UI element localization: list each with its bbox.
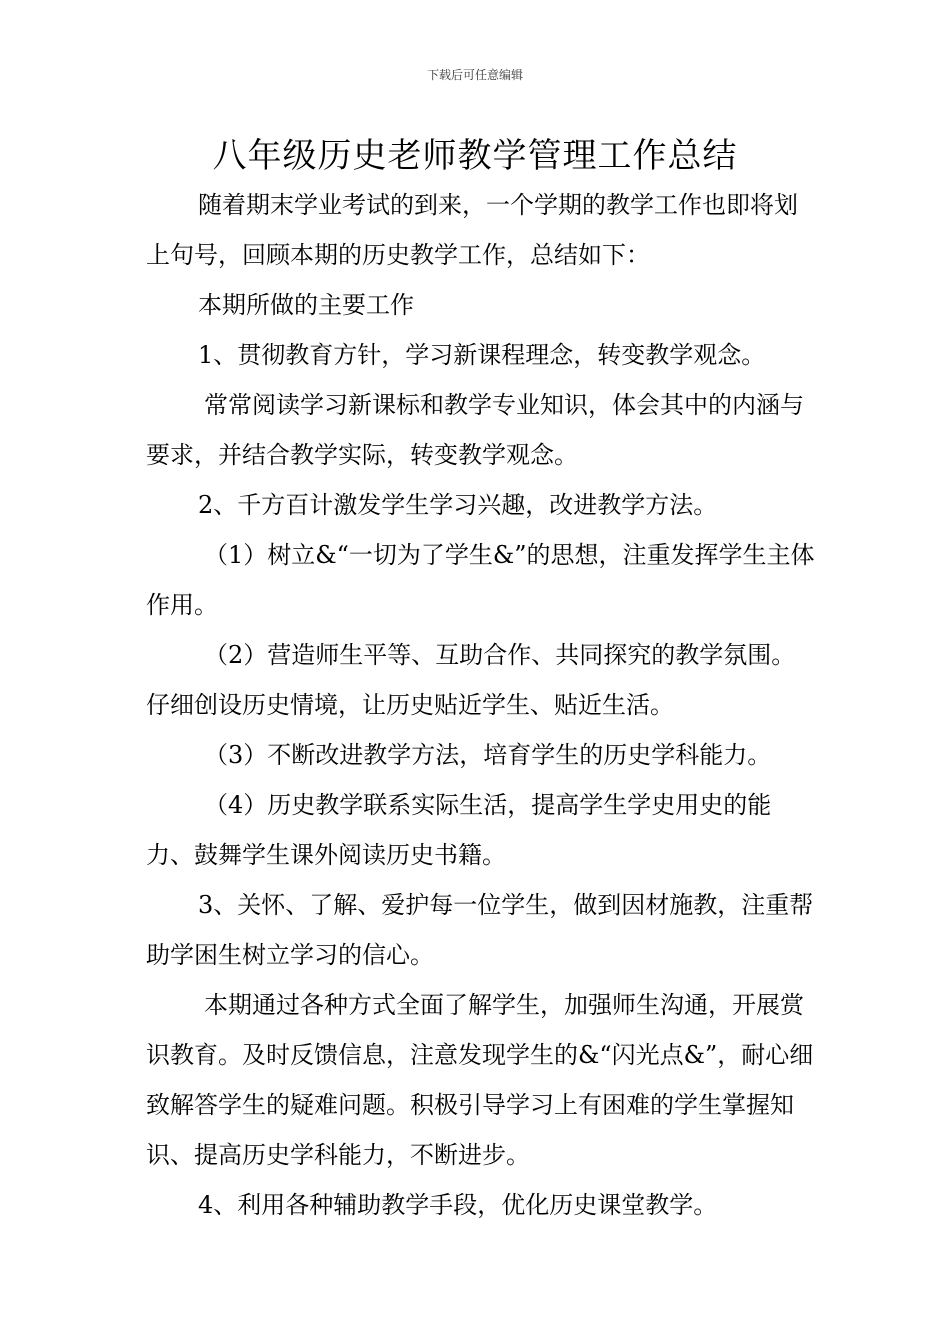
paragraph-item-2-sub-1: （1）树立&“一切为了学生&”的思想，注重发挥学生主体作用。 — [146, 541, 815, 619]
paragraph-item-2-sub-3: （3）不断改进教学方法，培育学生的历史学科能力。 — [204, 741, 772, 769]
paragraph-item-3-detail: 本期通过各种方式全面了解学生，加强师生沟通，开展赏识教育。及时反馈信息，注意发现学生的&“闪光点&”，耐心细致解答学生的疑难问题。积极引导学习上有困难的学生掌握知识、提高历史学科能力，不断进步。 — [146, 991, 814, 1169]
paragraph-item-4: 4、利用各种辅助教学手段，优化历史课堂教学。 — [198, 1191, 718, 1219]
document-title: 八年级历史老师教学管理工作总结 — [212, 136, 738, 176]
paragraph-item-3: 3、关怀、了解、爱护每一位学生，做到因材施教，注重帮助学困生树立学习的信心。 — [146, 891, 814, 969]
paragraph-item-1: 1、贯彻教育方针，学习新课程理念，转变教学观念。 — [198, 341, 766, 369]
paragraph-item-2: 2、千方百计激发学生学习兴趣，改进教学方法。 — [198, 491, 718, 519]
paragraph-main-work-heading: 本期所做的主要工作 — [198, 291, 414, 319]
paragraph-item-2-sub-4: （4）历史教学联系实际生活，提高学生学史用史的能力、鼓舞学生课外阅读历史书籍。 — [146, 791, 772, 869]
paragraph-item-1-detail: 常常阅读学习新课标和教学专业知识，体会其中的内涵与要求，并结合教学实际，转变教学观念。 — [146, 391, 804, 469]
paragraph-item-2-sub-2: （2）营造师生平等、互助合作、共同探究的教学氛围。仔细创设历史情境，让历史贴近学生、贴近生活。 — [146, 641, 796, 719]
header-note: 下载后可任意编辑 — [426, 68, 523, 82]
document-body — [146, 180, 818, 1230]
paragraph-intro: 随着期末学业考试的到来，一个学期的教学工作也即将划上句号，回顾本期的历史教学工作，总结如下： — [146, 191, 798, 269]
